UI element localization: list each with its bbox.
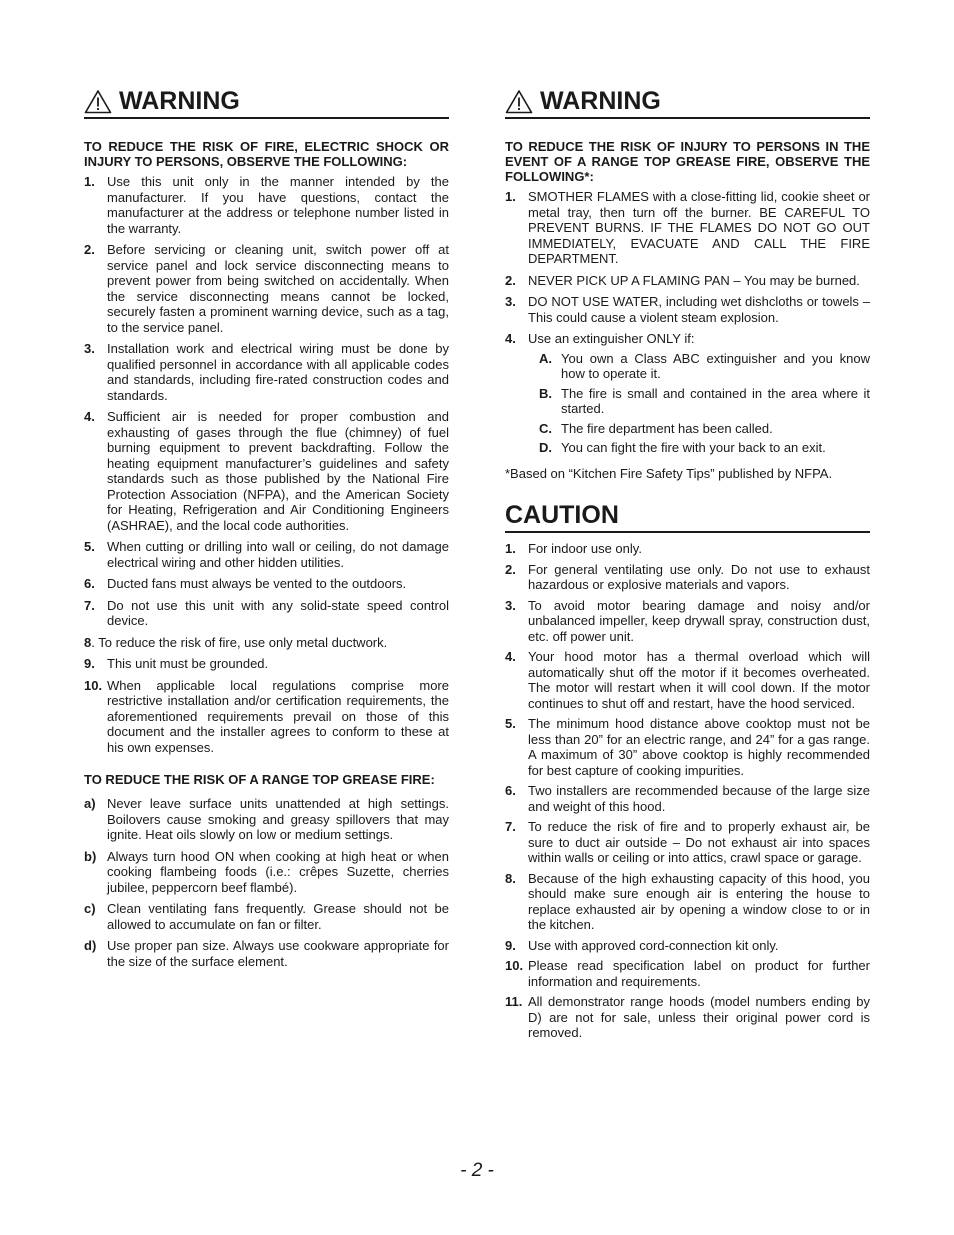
list-item: 6. Ducted fans must always be vented to the outdoors.	[84, 576, 407, 591]
list-item: A. You own a Class ABC extinguisher and you know how to operate it.	[539, 350, 870, 381]
list-item: D. You can fight the fire with your back to an exit.	[539, 440, 826, 455]
list-item: 7. Do not use this unit with any solid-state speed control device.	[84, 597, 449, 628]
list-item: 5. When cutting or drilling into wall or ceiling, do not damage electrical wiring and other hidden utilities.	[84, 539, 449, 570]
list-item: 1. For indoor use only.	[505, 541, 642, 556]
list-item: 3. Installation work and electrical wiring must be done by qualified personnel in accordance with all applicable codes and standards, including fire-rated construction codes and standards.	[84, 341, 449, 403]
page-number: - 2 -	[460, 1160, 494, 1181]
warning-heading	[505, 86, 870, 119]
list-item: 3. DO NOT USE WATER, including wet dishcloths or towels – This could cause a violent steam explosion.	[505, 294, 870, 325]
grease-fire-subheading: TO REDUCE THE RISK OF A RANGE TOP GREASE FIRE:	[84, 772, 435, 787]
caution-heading	[505, 500, 870, 533]
warning-heading-text: WARNING	[119, 87, 240, 115]
warning-list	[84, 174, 449, 755]
warning-triangle-icon	[505, 89, 533, 114]
list-item: B. The fire is small and contained in the area where it started.	[539, 385, 870, 416]
list-item: 2. NEVER PICK UP A FLAMING PAN – You may be burned.	[505, 272, 860, 288]
list-item: 9. This unit must be grounded.	[84, 656, 269, 671]
warning-triangle-icon	[84, 89, 112, 114]
list-item: 4. Your hood motor has a thermal overload which will automatically shut off the motor if it becomes overheated. The motor will restart when it will cool down. If the motor continues to shut off and restart, have the hood serviced.	[505, 649, 870, 711]
nfpa-footnote: *Based on “Kitchen Fire Safety Tips” published by NFPA.	[505, 465, 833, 481]
caution-list	[505, 541, 870, 1041]
list-item: 5. The minimum hood distance above cooktop must not be less than 20” for an electric range, and 24” for a gas range. A maximum of 30” above cooktop is highly recommended for best capture of cooking impurities.	[505, 716, 870, 778]
warning-heading	[84, 86, 449, 119]
list-item: 8. Because of the high exhausting capacity of this hood, you should make sure enough air is entering the house to replace exhausted air by opening a window close to or in the kitchen.	[505, 870, 870, 932]
grease-fire-list	[84, 796, 449, 969]
list-item: 3. To avoid motor bearing damage and noisy and/or unbalanced impeller, keep drywall spray, construction dust, etc. off power unit.	[505, 597, 870, 644]
list-item: c) Clean ventilating fans frequently. Grease should not be allowed to accumulate on fan or filter.	[84, 901, 449, 932]
grease-fire-steps-list	[505, 189, 870, 347]
left-column	[84, 86, 449, 975]
list-item: 2. For general ventilating use only. Do not use to exhaust hazardous or explosive materials and vapors.	[505, 561, 870, 592]
right-column	[505, 86, 870, 1046]
list-item: d) Use proper pan size. Always use cookware appropriate for the size of the surface element.	[84, 938, 449, 969]
list-item: 7. To reduce the risk of fire and to properly exhaust air, be sure to duct air outside – Do not exhaust air into spaces within walls or ceiling or into attics, crawl space or garage.	[505, 819, 870, 865]
list-item: a) Never leave surface units unattended at high settings. Boilovers cause smoking and greasy spillovers that may ignite. Heat oils slowly on low or medium settings.	[84, 796, 449, 842]
list-item: 1. Use this unit only in the manner intended by the manufacturer. If you have questions, contact the manufacturer at the address or telephone number listed in the warranty.	[84, 174, 449, 236]
list-item: 11. All demonstrator range hoods (model numbers ending by D) are not for sale, unless their original power cord is removed.	[505, 994, 870, 1040]
list-item: 6. Two installers are recommended because of the large size and weight of this hood.	[505, 783, 870, 814]
list-item: 10. When applicable local regulations comprise more restrictive installation and/or certification requirements, the aforementioned requirements prevail on those of this document and the installer agrees to conform to these at his own expenses.	[84, 677, 449, 755]
caution-heading-text: CAUTION	[505, 501, 619, 529]
list-item: 2. Before servicing or cleaning unit, switch power off at service panel and lock service disconnecting means to prevent power from being switched on accidentally. When the service disconnecting means cannot be locked, securely fasten a prominent warning device, such as a tag, to the service panel.	[84, 242, 449, 335]
list-item: 4. Use an extinguisher ONLY if:	[505, 331, 695, 346]
list-item: 8 . To reduce the risk of fire, use only metal ductwork.	[84, 634, 388, 650]
list-item: C. The fire department has been called.	[539, 420, 773, 436]
list-item: 10. Please read specification label on product for further information and requirements.	[505, 958, 870, 989]
list-item: 4. Sufficient air is needed for proper combustion and exhausting of gases through the flue (chimney) of fuel burning equipment to prevent backdrafting. Follow the heating equipment manufacturer’s guidelines and safety standards such as those published by the National Fire Protection Association (NFPA), and the American Society for Heating, Refrigeration and Air Conditioning Engineers (ASHRAE), and the local code authorities.	[84, 409, 449, 533]
grease-fire-injury-subheading: TO REDUCE THE RISK OF INJURY TO PERSONS IN THE EVENT OF A RANGE TOP GREASE FIRE, OBSERVE THE FOLLOWING*:	[505, 139, 870, 184]
list-item: b) Always turn hood ON when cooking at high heat or when cooking flambeing foods (i.e.: crêpes Suzette, cherries jubilee, peppercorn beef flambé).	[84, 848, 449, 895]
extinguisher-conditions-list	[505, 351, 870, 456]
fire-shock-subheading: TO REDUCE THE RISK OF FIRE, ELECTRIC SHOCK OR INJURY TO PERSONS, OBSERVE THE FOLLOWING:	[84, 139, 449, 169]
warning-heading-text: WARNING	[540, 87, 661, 115]
list-item: 9. Use with approved cord-connection kit only.	[505, 937, 779, 953]
list-item: 1. SMOTHER FLAMES with a close-fitting lid, cookie sheet or metal tray, then turn off the burner. BE CAREFUL TO PREVENT BURNS. IF THE FLAMES DO NOT GO OUT IMMEDIATELY, EVACUATE AND CALL THE FIRE DEPARTMENT.	[505, 189, 870, 266]
